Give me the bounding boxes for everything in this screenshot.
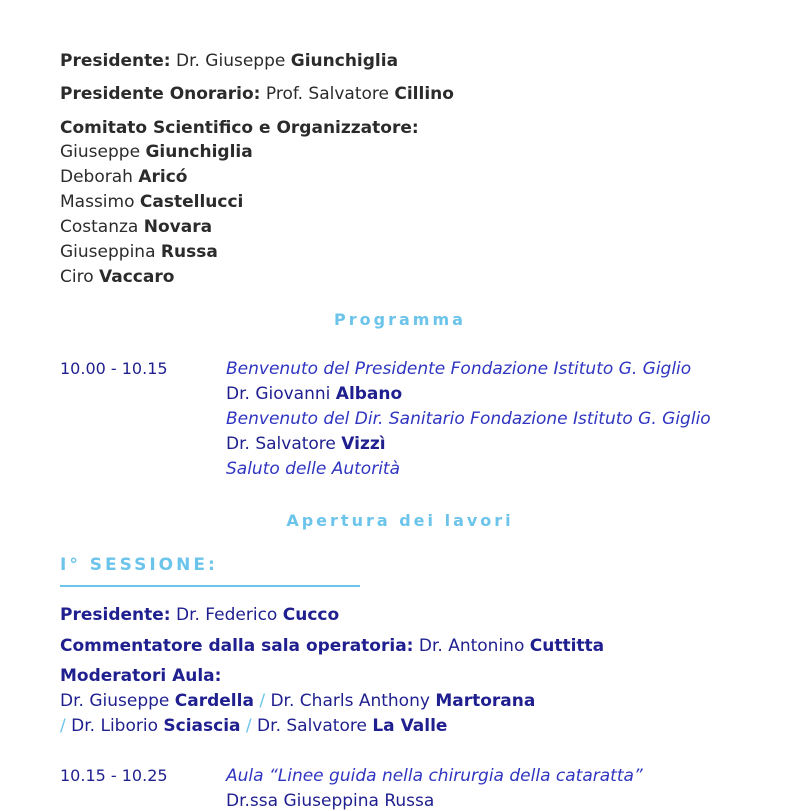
speaker-title: Dr. Giovanni (226, 384, 331, 404)
moderator-title: Dr. Charls Anthony (270, 691, 430, 711)
member-first-name: Ciro (60, 267, 94, 287)
member-first-name: Massimo (60, 192, 135, 212)
commentator-label: Commentatore dalla sala operatoria: (60, 636, 414, 656)
moderator-separator: / (259, 691, 266, 711)
committee-member (60, 217, 212, 237)
member-first-name: Deborah (60, 167, 133, 187)
scientific-committee-label: Comitato Scientifico e Organizzatore: (60, 118, 419, 138)
moderator-surname: La Valle (372, 716, 448, 736)
moderator-separator: / (60, 716, 66, 736)
slot2-time: 10.15 - 10.25 (60, 766, 168, 785)
session-president-surname: Cucco (282, 605, 340, 625)
president-label: Presidente: (60, 51, 171, 71)
slot1-time: 10.00 - 10.15 (60, 359, 168, 378)
moderator-title: Dr. Giuseppe (60, 691, 170, 711)
committee-member (60, 167, 187, 187)
session-president-title: Dr. Federico (175, 605, 278, 625)
session-president-label: Presidente: (60, 605, 171, 625)
session1-underline (60, 585, 360, 587)
session1-commentator (60, 636, 604, 656)
speaker-surname: Vizzì (341, 434, 386, 454)
commentator-title: Dr. Antonino (418, 636, 525, 656)
moderator-surname: Sciascia (163, 716, 241, 736)
honorary-surname: Cillino (394, 84, 454, 104)
committee-honorary-president (60, 84, 454, 104)
committee-member (60, 267, 174, 287)
moderator-separator: / (245, 716, 252, 736)
member-last-name: Vaccaro (99, 267, 175, 287)
member-last-name: Giunchiglia (145, 142, 253, 162)
slot2-title: Aula “Linee guida nella chirurgia della cataratta” (226, 766, 643, 786)
moderators-line-2 (60, 716, 447, 736)
committee-member (60, 192, 243, 212)
moderators-label: Moderatori Aula: (60, 666, 222, 686)
slot2-speaker-partial: Dr.ssa Giuseppina Russa (226, 791, 435, 811)
welcome-president: Benvenuto del Presidente Fondazione Istituto G. Giglio (226, 359, 692, 379)
moderator-title: Dr. Salvatore (257, 716, 367, 736)
welcome-director: Benvenuto del Dir. Sanitario Fondazione Istituto G. Giglio (226, 409, 711, 429)
committee-member (60, 142, 253, 162)
president-surname: Giunchiglia (290, 51, 399, 71)
member-last-name: Aricó (138, 167, 188, 187)
program-heading-text: Programma (334, 310, 466, 329)
speaker-albano (226, 384, 402, 404)
president-title: Dr. Giuseppe (175, 51, 286, 71)
committee-president (60, 51, 398, 71)
moderators-line-1 (60, 691, 535, 711)
speaker-vizzi (226, 434, 386, 454)
speaker-title: Dr. Salvatore (226, 434, 336, 454)
moderator-title: Dr. Liborio (71, 716, 158, 736)
program-heading (0, 310, 800, 329)
moderator-surname: Martorana (435, 691, 536, 711)
member-first-name: Giuseppina (60, 242, 156, 262)
speaker-surname: Albano (335, 384, 403, 404)
authorities-greeting: Saluto delle Autorità (226, 459, 401, 479)
member-first-name: Costanza (60, 217, 139, 237)
opening-heading: Apertura dei lavori (286, 511, 514, 530)
member-last-name: Novara (143, 217, 213, 237)
commentator-surname: Cuttitta (529, 636, 605, 656)
committee-member (60, 242, 218, 262)
member-last-name: Russa (160, 242, 218, 262)
member-last-name: Castellucci (139, 192, 244, 212)
honorary-title: Prof. Salvatore (265, 84, 389, 104)
session1-heading: I° SESSIONE: (60, 555, 218, 575)
moderator-surname: Cardella (174, 691, 254, 711)
session1-president (60, 605, 339, 625)
honorary-label: Presidente Onorario: (60, 84, 261, 104)
member-first-name: Giuseppe (60, 142, 141, 162)
